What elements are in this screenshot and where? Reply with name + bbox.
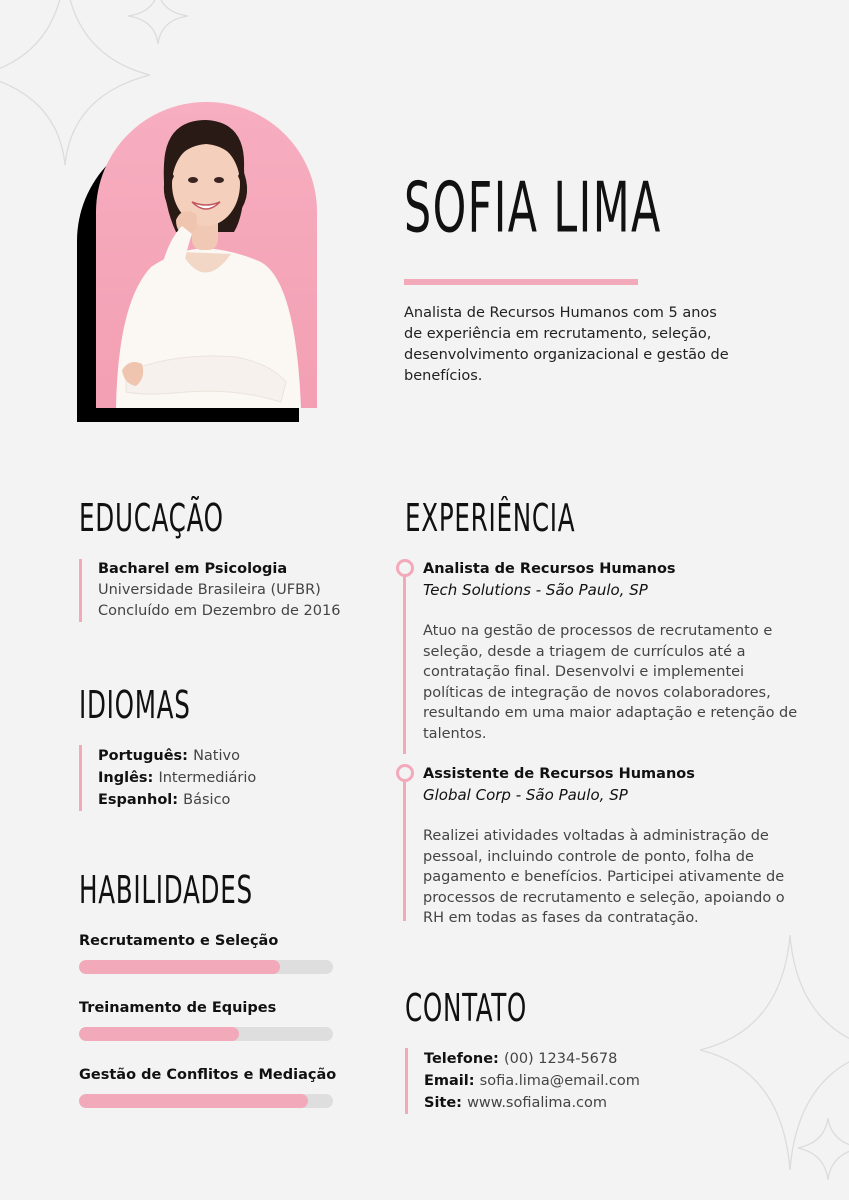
language-level: Básico	[183, 792, 231, 808]
language-item	[98, 745, 369, 767]
languages-block	[79, 745, 369, 811]
language-item	[98, 767, 369, 789]
experience-item	[423, 764, 808, 929]
sparkle-icon	[128, 0, 188, 44]
experience-item	[423, 559, 808, 745]
timeline-dot-icon	[396, 559, 414, 577]
email-link[interactable]: sofia.lima@email.com	[479, 1073, 640, 1089]
education-title: EDUCAÇÃO	[79, 496, 224, 540]
contact-site	[424, 1092, 705, 1114]
education-block	[79, 559, 369, 622]
contact-title: CONTATO	[405, 986, 528, 1030]
experience-role: Assistente de Recursos Humanos	[423, 766, 695, 782]
language-item	[98, 789, 369, 811]
site-link[interactable]: www.sofialima.com	[467, 1095, 608, 1111]
skill-bar-track	[79, 1027, 333, 1041]
skill-bar-track	[79, 1094, 333, 1108]
sparkle-icon	[700, 935, 849, 1170]
education-completed: Concluído em Dezembro de 2016	[98, 603, 341, 619]
profile-photo	[96, 102, 317, 408]
profile-summary: Analista de Recursos Humanos com 5 anos de experiência em recrutamento, seleção, desenvolvimento organizacional e gestão de benefícios.	[404, 305, 729, 384]
experience-timeline	[403, 781, 406, 921]
skill-label: Recrutamento e Seleção	[79, 933, 279, 949]
name-underline	[404, 279, 638, 285]
education-degree: Bacharel em Psicologia	[98, 561, 288, 577]
skills-title: HABILIDADES	[79, 868, 253, 912]
language-level: Intermediário	[158, 770, 257, 786]
experience-title: EXPERIÊNCIA	[405, 496, 576, 540]
experience-timeline	[403, 576, 406, 754]
portrait-illustration	[96, 102, 317, 408]
skill-bar-fill	[79, 1027, 239, 1041]
contact-email	[424, 1070, 705, 1092]
email-label: Email:	[424, 1073, 475, 1089]
language-name: Espanhol:	[98, 792, 179, 808]
skill-bar-fill	[79, 1094, 308, 1108]
skill-label: Gestão de Conflitos e Mediação	[79, 1067, 337, 1083]
phone-value[interactable]: (00) 1234-5678	[503, 1051, 618, 1067]
contact-block	[405, 1048, 705, 1114]
skill-bar-fill	[79, 960, 280, 974]
education-school: Universidade Brasileira (UFBR)	[98, 582, 321, 598]
experience-description: Realizei atividades voltadas à administração de pessoal, incluindo controle de ponto, folha de pagamento e benefícios. Participei ativamente de processos de recrutamento e seleção, apoiando o RH em todas as fases da contratação.	[423, 828, 785, 927]
skill-label: Treinamento de Equipes	[79, 1000, 277, 1016]
timeline-dot-icon	[396, 764, 414, 782]
contact-phone	[424, 1048, 705, 1070]
skill-bar-track	[79, 960, 333, 974]
languages-title: IDIOMAS	[79, 683, 191, 727]
experience-description: Atuo na gestão de processos de recrutamento e seleção, desde a triagem de currículos até a contratação final. Desenvolvi e implementei políticas de integração de novos colaboradores, resultando em uma maior adaptação e retenção de talentos.	[423, 623, 798, 742]
language-level: Nativo	[193, 748, 240, 764]
site-label: Site:	[424, 1095, 462, 1111]
language-name: Português:	[98, 748, 188, 764]
experience-company: Global Corp - São Paulo, SP	[423, 786, 628, 804]
sparkle-icon	[798, 1118, 849, 1180]
experience-company: Tech Solutions - São Paulo, SP	[423, 581, 648, 599]
candidate-name: SOFIA LIMA	[404, 167, 662, 249]
experience-role: Analista de Recursos Humanos	[423, 561, 676, 577]
language-name: Inglês:	[98, 770, 154, 786]
phone-label: Telefone:	[424, 1051, 499, 1067]
